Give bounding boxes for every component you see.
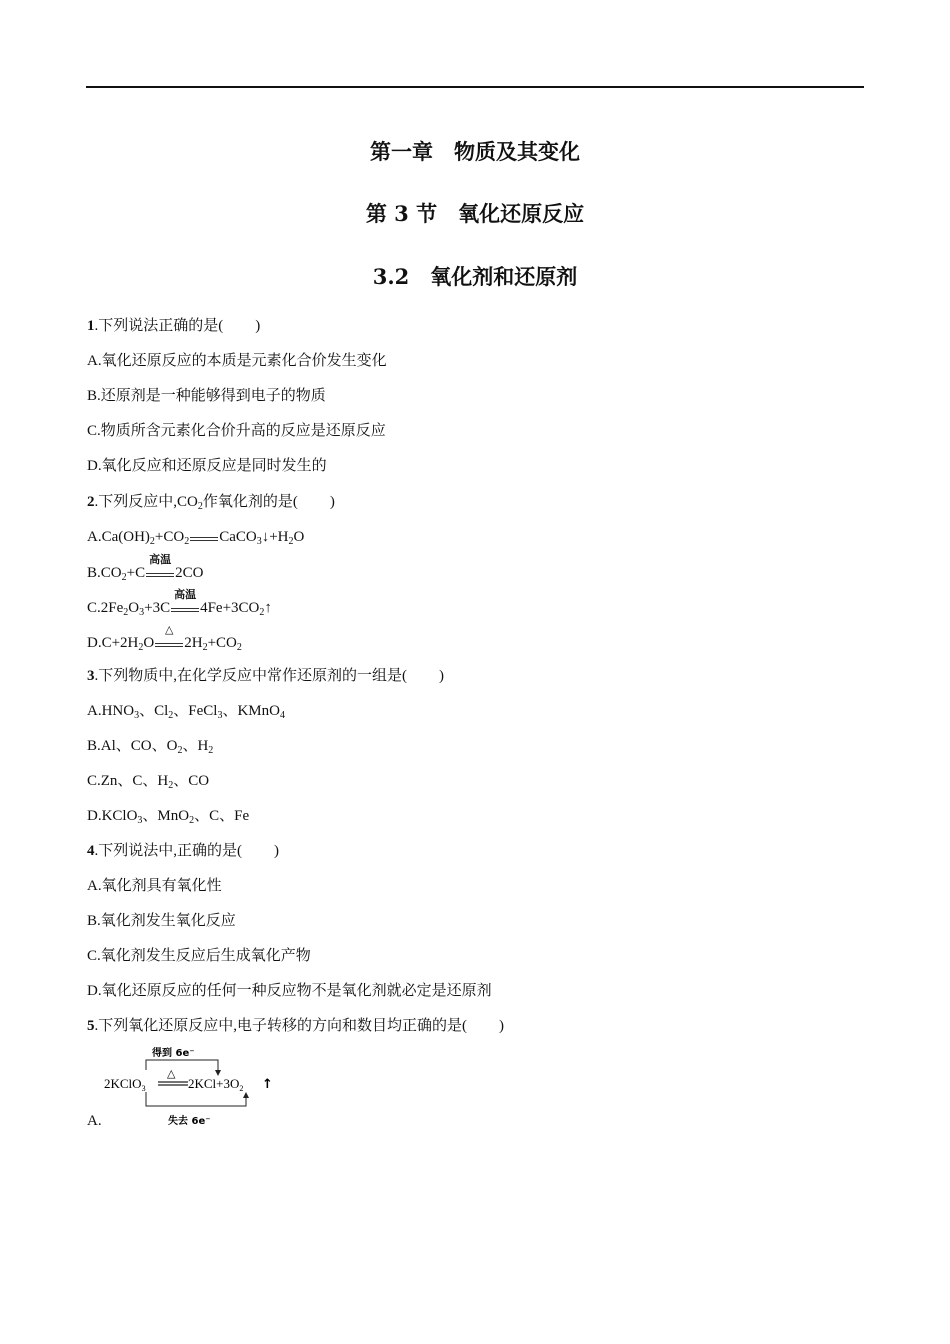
question-number: 3 <box>87 668 95 684</box>
reaction-condition: 高温 <box>174 587 197 601</box>
lose-bracket <box>146 1092 246 1106</box>
chapter-title: 第一章 物质及其变化 <box>370 139 580 164</box>
equals-sign <box>170 587 200 616</box>
option-3b[interactable]: B.Al、CO、$O_2$、$H_2$ <box>87 738 214 756</box>
gain-label: 得到 6e⁻ <box>152 1048 195 1059</box>
question-number: 4 <box>87 843 95 859</box>
option-1b[interactable]: B.还原剂是一种能够得到电子的物质 <box>87 388 326 404</box>
lose-arrowhead <box>243 1092 249 1098</box>
equation-right: $2KCl+3O_2$ <box>188 1076 244 1093</box>
option-4c[interactable]: C.氧化剂发生反应后生成氧化产物 <box>87 948 311 964</box>
reaction-condition: 高温 <box>149 552 172 566</box>
option-3c[interactable]: C.Zn、C、$H_2$、CO <box>87 773 210 791</box>
section-title: 第 3 节 氧化还原反应 <box>365 201 585 226</box>
question-1-stem: 1.下列说法正确的是( ) <box>87 318 261 334</box>
option-2b[interactable]: $B.CO_2+C$ 高温 2CO <box>87 552 204 583</box>
question-number: 5 <box>87 1018 95 1034</box>
option-2d[interactable]: $D.C+2H_2O$ △ $2H_2+CO_2$ <box>87 622 242 653</box>
equals-sign <box>189 531 219 545</box>
gas-arrow-icon: ↑ <box>262 1077 273 1092</box>
subsection-title: 3.2 氧化剂和还原剂 <box>372 264 578 289</box>
option-3d[interactable]: D.KClO$_3$、MnO$_2$、C、Fe <box>87 808 250 826</box>
option-1a[interactable]: A.氧化还原反应的本质是元素化合价发生变化 <box>87 353 387 369</box>
option-2a[interactable]: $A.Ca(OH)_2+CO_2$ $CaCO_3↓+H_2O$ <box>87 529 305 547</box>
question-3-stem: 3.下列物质中,在化学反应中常作还原剂的一组是( ) <box>87 668 444 684</box>
heat-icon: △ <box>165 622 174 636</box>
question-4-stem: 4.下列说法中,正确的是( ) <box>87 843 279 859</box>
option-1d[interactable]: D.氧化反应和还原反应是同时发生的 <box>87 458 327 474</box>
option-5a-label[interactable]: A. <box>87 1113 102 1129</box>
equals-sign <box>154 622 184 651</box>
heat-icon: △ <box>167 1067 176 1080</box>
question-number: 1 <box>87 318 95 334</box>
option-3a[interactable]: $A.HNO_3$、$Cl_2$、FeCl$_3$、KMnO$_4$ <box>87 703 285 721</box>
gain-bracket <box>146 1060 218 1072</box>
equals-sign <box>145 552 175 581</box>
electron-transfer-svg <box>100 1042 280 1132</box>
question-2-stem: 2.下列反应中$,CO_2$作氧化剂的是( ) <box>87 494 335 512</box>
option-4b[interactable]: B.氧化剂发生氧化反应 <box>87 913 236 929</box>
option-1c[interactable]: C.物质所含元素化合价升高的反应是还原反应 <box>87 423 386 439</box>
lose-label: 失去 6e⁻ <box>168 1116 211 1127</box>
electron-transfer-diagram <box>100 1042 280 1132</box>
question-5-stem: 5.下列氧化还原反应中,电子转移的方向和数目均正确的是( ) <box>87 1018 504 1034</box>
option-4d[interactable]: D.氧化还原反应的任何一种反应物不是氧化剂就必定是还原剂 <box>87 983 492 999</box>
option-2c[interactable]: $C.2Fe_2O_3+3C$ 高温 $4Fe+3CO_2↑$ <box>87 587 272 618</box>
question-number: 2 <box>87 494 95 510</box>
top-rule <box>86 86 864 88</box>
equation-left: 2KClO$_3$ <box>104 1076 146 1093</box>
option-4a[interactable]: A.氧化剂具有氧化性 <box>87 878 222 894</box>
